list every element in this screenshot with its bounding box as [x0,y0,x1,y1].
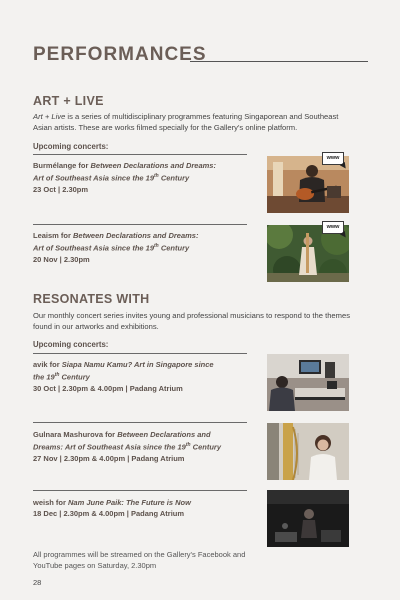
event-artist: Burmélange for [33,161,91,170]
event-date-time: 23 Oct | 2.30pm [33,184,89,194]
event-title: Between Declarations and Dreams: [90,161,216,170]
event-title: the 19 [33,372,55,382]
event-artist: Leaism for [33,231,74,240]
event-title: Century [59,372,90,382]
resonates-intro: Our monthly concert series invites young and professional musicians to respond to the themes found in our artworks and exhibitions. [33,311,350,331]
avik-photo [267,354,349,411]
resonates-upcoming-label: Upcoming concerts: [33,340,109,349]
event-avik [33,359,251,394]
event-title: Between Declarations and Dreams: [73,231,199,240]
event-gulnara-mashurova [33,429,251,464]
event-artist: avik for [33,360,62,369]
event-date-time: 20 Nov | 2.30pm [33,254,90,264]
dark-stage-image [267,490,349,547]
art-live-intro-italic: Art + Live [33,112,66,121]
event-title: Century [158,173,190,183]
www-link-icon[interactable]: www [322,221,344,234]
section-title-art-live: ART + LIVE [33,94,104,108]
weish-photo [267,490,349,547]
title-rule [190,61,368,62]
gulnara-photo [267,423,349,480]
divider [33,490,247,491]
event-title: Century [190,442,221,452]
event-title-sup: th [185,442,191,448]
event-weish [33,497,251,519]
event-title-sup: th [154,243,159,249]
event-title-sup: th [154,173,159,179]
event-title: Siapa Namu Kamu? Art in Singapore since [61,360,214,369]
event-leaism [33,230,251,265]
section-title-resonates-with: RESONATES WITH [33,292,150,306]
page-title: PERFORMANCES [33,44,207,65]
event-artist: Gulnara Mashurova for [33,430,118,439]
divider [33,154,247,155]
event-artist: weish for [33,498,69,507]
streaming-note: All programmes will be streamed on the Gallery's Facebook and YouTube pages on Saturday, 2.30pm [33,550,246,570]
www-link-icon[interactable]: www [322,152,344,165]
event-title: Century [158,243,190,253]
page-number: 28 [33,578,42,587]
event-burmelange [33,160,251,195]
event-title: Art of Southeast Asia since the 19 [33,243,155,253]
divider [33,224,247,225]
art-live-upcoming-label: Upcoming concerts: [33,142,109,151]
keyboard-studio-image [267,354,349,411]
art-live-intro [33,111,353,133]
event-date-time: 18 Dec | 2.30pm & 4.00pm | Padang Atrium [33,509,185,518]
art-live-intro-text: is a series of multidisciplinary programmes featuring Singaporean and Southeast Asian artists. These are works filmed specially for the Gallery's online platform. [33,112,339,132]
event-date-time: 27 Nov | 2.30pm & 4.00pm | Padang Atrium [33,453,185,463]
divider [33,422,247,423]
event-title: Nam June Paik: The Future is Now [68,498,191,507]
event-title-sup: th [54,372,60,378]
event-title: Dreams: Art of Southeast Asia since the 19 [33,442,186,452]
event-title: Art of Southeast Asia since the 19 [33,173,155,183]
event-title: Between Declarations and [117,430,211,439]
harpist-image [267,423,349,480]
divider [33,353,247,354]
event-date-time: 30 Oct | 2.30pm & 4.00pm | Padang Atrium [33,383,183,393]
